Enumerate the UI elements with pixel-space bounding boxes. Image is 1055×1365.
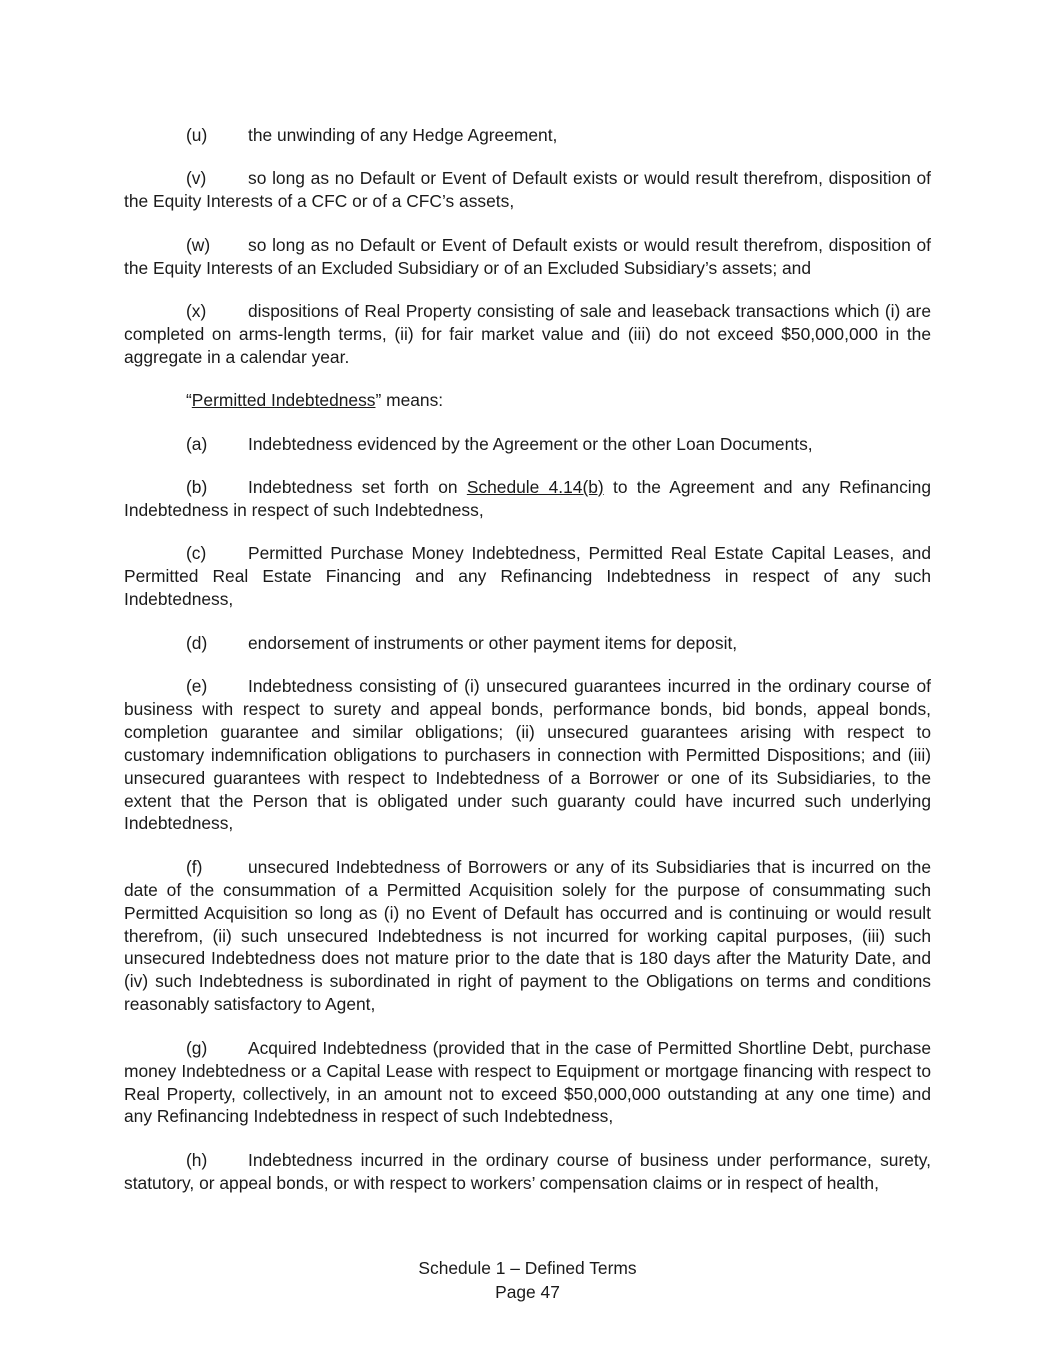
clause-label: (a)	[186, 433, 208, 454]
document-body	[124, 124, 931, 1215]
clause-g	[124, 1037, 931, 1129]
clause-label: (c)	[186, 543, 207, 564]
clause-h	[124, 1149, 931, 1195]
clause-text: the unwinding of any Hedge Agreement,	[248, 125, 558, 145]
clause-a	[124, 433, 931, 456]
clause-d	[124, 632, 931, 655]
clause-label: (u)	[186, 125, 208, 145]
definition-intro: ” means:	[375, 390, 444, 411]
clause-label: (d)	[186, 632, 208, 653]
clause-label: (e)	[186, 676, 208, 696]
clause-b	[124, 476, 931, 522]
clause-c	[124, 542, 931, 611]
clause-text: Permitted Purchase Money Indebtedness, Permitted Real Estate Capital Leases, and Permitted Real Estate Financing and any Refinancing Indebtedness in respect of any such Indebtedness,	[124, 543, 931, 610]
clause-u	[124, 124, 931, 147]
clause-w	[124, 234, 931, 280]
clause-text: Indebtedness consisting of (i) unsecured guarantees incurred in the ordinary course of business with respect to surety and appeal bonds, performance bonds, bid bonds, appeal bonds, completion guarantee and similar obligations; (ii) unsecured guarantees arising with respect to customary indemnification obligations to purchasers in connection with Permitted Dispositions; and (iii) unsecured guarantees with respect to Indebtedness of a Borrower or one of its Subsidiaries, to the extent that the Person that is obligated under such guaranty could have incurred such underlying Indebtedness,	[124, 676, 931, 834]
clause-e	[124, 675, 931, 835]
clause-text: Indebtedness evidenced by the Agreement or the other Loan Documents,	[248, 433, 813, 454]
clause-label: (v)	[186, 168, 207, 189]
open-quote: “	[186, 390, 192, 411]
clause-label: (h)	[186, 1149, 208, 1170]
clause-label: (g)	[186, 1037, 208, 1058]
clause-text: to the Agreement and any Refinancing Indebtedness in respect of such Indebtedness,	[124, 477, 931, 520]
clause-text: endorsement of instruments or other payment items for deposit,	[248, 632, 738, 653]
clause-v	[124, 167, 931, 213]
clause-f	[124, 856, 931, 1016]
clause-x	[124, 300, 931, 369]
schedule-reference: Schedule 4.14(b)	[466, 477, 604, 498]
page-number: Page 47	[495, 1281, 560, 1302]
clause-text: dispositions of Real Property consisting of sale and leaseback transactions which (i) are completed on arms-length terms, (ii) for fair market value and (iii) do not exceed $50,000,000 in the aggregate in a calendar year.	[124, 301, 931, 367]
definition-heading	[124, 389, 931, 412]
clause-text: so long as no Default or Event of Default exists or would result therefrom, disposition of the Equity Interests of a CFC or of a CFC’s assets,	[124, 168, 931, 212]
page-footer	[0, 1257, 1055, 1304]
clause-label: (w)	[186, 234, 211, 255]
footer-section-title: Schedule 1 – Defined Terms	[418, 1258, 637, 1278]
clause-text: unsecured Indebtedness of Borrowers or any of its Subsidiaries that is incurred on the date of the consummation of a Permitted Acquisition solely for the purpose of consummating such Permitted Acquisition so long as (i) no Event of Default has occurred and is continuing or would result therefrom, (ii) such unsecured Indebtedness is not incurred for working capital purposes, (iii) such unsecured Indebtedness does not mature prior to the date that is 180 days after the Maturity Date, and (iv) such Indebtedness is subordinated in right of payment to the Obligations on terms and conditions reasonably satisfactory to Agent,	[124, 856, 931, 1015]
clause-text: Indebtedness incurred in the ordinary course of business under performance, surety, statutory, or appeal bonds, or with respect to workers’ compensation claims or in respect of health,	[124, 1149, 931, 1193]
clause-text: so long as no Default or Event of Default exists or would result therefrom, disposition of the Equity Interests of an Excluded Subsidiary or of an Excluded Subsidiary’s assets; and	[124, 234, 931, 278]
clause-label: (b)	[186, 477, 208, 498]
clause-label: (f)	[186, 856, 203, 877]
clause-text: Acquired Indebtedness (provided that in the case of Permitted Shortline Debt, purchase money Indebtedness or a Capital Lease with respect to Equipment or mortgage financing with respect to Real Property, collectively, in an amount not to exceed $50,000,000 outstanding at any one time) and any Refinancing Indebtedness in respect of such Indebtedness,	[124, 1037, 931, 1127]
defined-term: Permitted Indebtedness	[191, 390, 376, 411]
clause-text: Indebtedness set forth on	[248, 477, 467, 498]
clause-label: (x)	[186, 301, 207, 322]
